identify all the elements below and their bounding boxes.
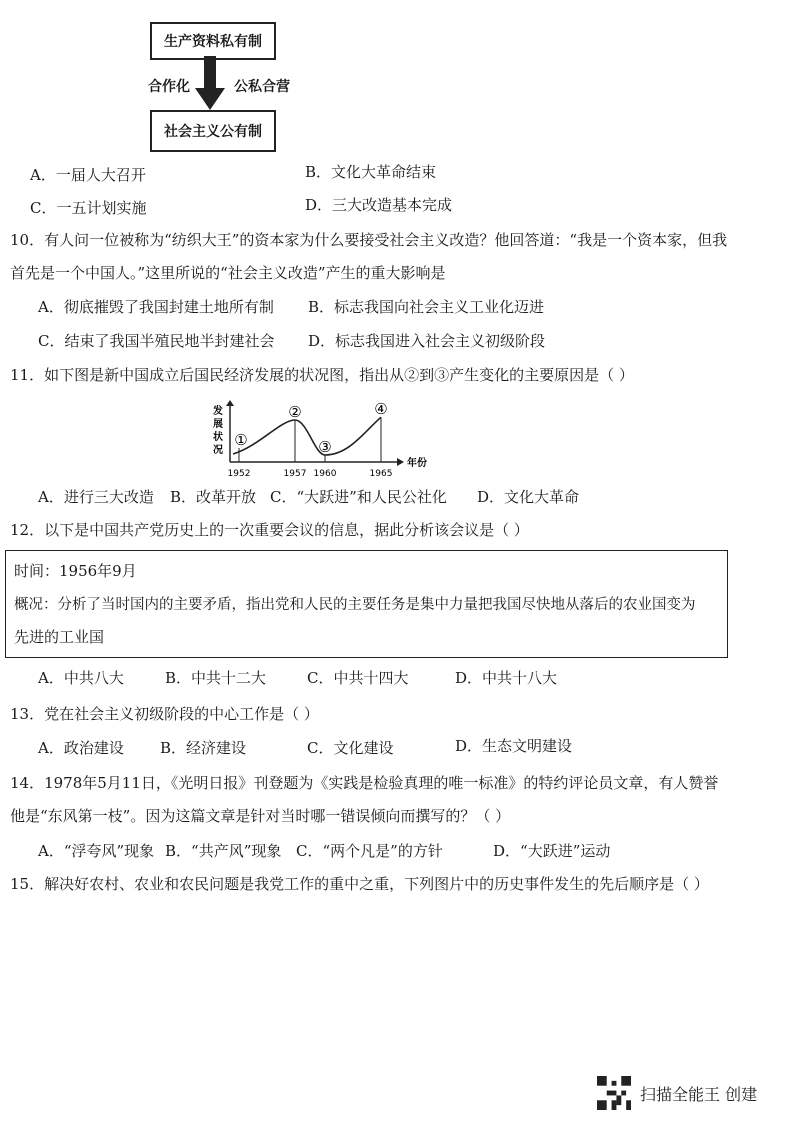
development-curve	[233, 417, 381, 455]
q9-option-a: A．一届人大召开	[30, 166, 146, 184]
q11-option-a: A．进行三大改造	[38, 488, 154, 506]
q12-option-b: B．中共十二大	[165, 669, 267, 687]
y-axis-arrow-icon	[226, 400, 234, 406]
q10-option-b: B．标志我国向社会主义工业化迈进	[308, 298, 545, 316]
x-tick-label-3: 1960	[313, 469, 337, 479]
diagram-bottom-box: 社会主义公有制	[150, 110, 276, 152]
diagram-top-box: 生产资料私有制	[150, 22, 276, 60]
point-label-1: ①	[234, 431, 248, 449]
q10-option-c: C．结束了我国半殖民地半封建社会	[38, 332, 275, 350]
qr-code-icon	[597, 1076, 631, 1110]
x-tick-label-2: 1957	[283, 469, 307, 479]
point-label-2: ②	[288, 403, 302, 421]
q10-stem-line1: 10．有人问一位被称为“纺织大王”的资本家为什么要接受社会主义改造？他回答道：“我是一个资本家，但我	[10, 231, 728, 249]
q13-stem: 13．党在社会主义初级阶段的中心工作是（ ）	[10, 705, 319, 723]
down-arrow-icon	[195, 56, 225, 110]
meeting-summary-line1: 概况：分析了当时国内的主要矛盾，指出党和人民的主要任务是集中力量把我国尽快地从落后的农业国变为	[14, 597, 696, 613]
q14-option-d: D．“大跃进”运动	[493, 842, 611, 860]
economic-development-chart	[205, 400, 455, 480]
q11-stem: 11．如下图是新中国成立后国民经济发展的状况图，指出从②到③产生变化的主要原因是（ ）	[10, 366, 634, 384]
q14-option-a: A．“浮夸风”现象	[38, 842, 155, 860]
point-label-3: ③	[318, 438, 332, 456]
y-label-char-1: 发	[213, 406, 223, 417]
q14-option-c: C．“两个凡是”的方针	[296, 842, 443, 860]
q13-option-b: B．经济建设	[160, 739, 247, 757]
point-label-4: ④	[374, 400, 388, 419]
q9-option-b: B．文化大革命结束	[305, 163, 437, 181]
q12-option-d: D．中共十八大	[455, 669, 558, 687]
q11-option-c: C．“大跃进”和人民公社化	[270, 488, 447, 506]
q13-option-c: C．文化建设	[307, 739, 394, 757]
q14-stem-line2: 他是“东风第一枝”。因为这篇文章是针对当时哪一错误倾向而撰写的？（ ）	[10, 807, 511, 825]
q12-option-c: C．中共十四大	[307, 669, 409, 687]
x-axis-label: 年份	[407, 458, 427, 469]
q14-stem-line1: 14．1978年5月11日，《光明日报》刊登题为《实践是检验真理的唯一标准》的特约评论员文章，有人赞誉	[10, 774, 719, 792]
q11-option-d: D．文化大革命	[477, 488, 580, 506]
q15-stem: 15．解决好农村、农业和农民问题是我党工作的重中之重，下列图片中的历史事件发生的先后顺序是（ ）	[10, 875, 709, 893]
q9-option-c: C．一五计划实施	[30, 199, 147, 217]
x-axis-arrow-icon	[397, 458, 404, 466]
y-label-char-3: 状	[213, 432, 223, 443]
scanner-watermark: 扫描全能王 创建	[640, 1085, 758, 1104]
meeting-summary-line2: 先进的工业国	[14, 628, 105, 646]
q11-option-b: B．改革开放	[170, 488, 257, 506]
x-tick-label-4: 1965	[369, 469, 393, 479]
q10-stem-line2: 首先是一个中国人。”这里所说的“社会主义改造”产生的重大影响是	[10, 264, 446, 282]
diagram-right-label: 公私合营	[234, 79, 290, 95]
q13-option-a: A．政治建设	[38, 739, 124, 757]
meeting-info-box	[5, 550, 728, 658]
diagram-left-label: 合作化	[148, 79, 190, 95]
q12-option-a: A．中共八大	[38, 669, 124, 687]
q13-option-d: D．生态文明建设	[455, 737, 573, 755]
q10-option-a: A．彻底摧毁了我国封建土地所有制	[38, 298, 274, 316]
y-label-char-2: 展	[213, 419, 223, 430]
meeting-time: 时间：1956年9月	[14, 562, 137, 580]
x-tick-label-1: 1952	[227, 469, 251, 479]
q10-option-d: D．标志我国进入社会主义初级阶段	[308, 332, 546, 350]
q14-option-b: B．“共产风”现象	[165, 842, 282, 860]
y-label-char-4: 况	[213, 445, 223, 456]
q9-option-d: D．三大改造基本完成	[305, 196, 453, 214]
q12-stem: 12．以下是中国共产党历史上的一次重要会议的信息，据此分析该会议是（ ）	[10, 521, 529, 539]
